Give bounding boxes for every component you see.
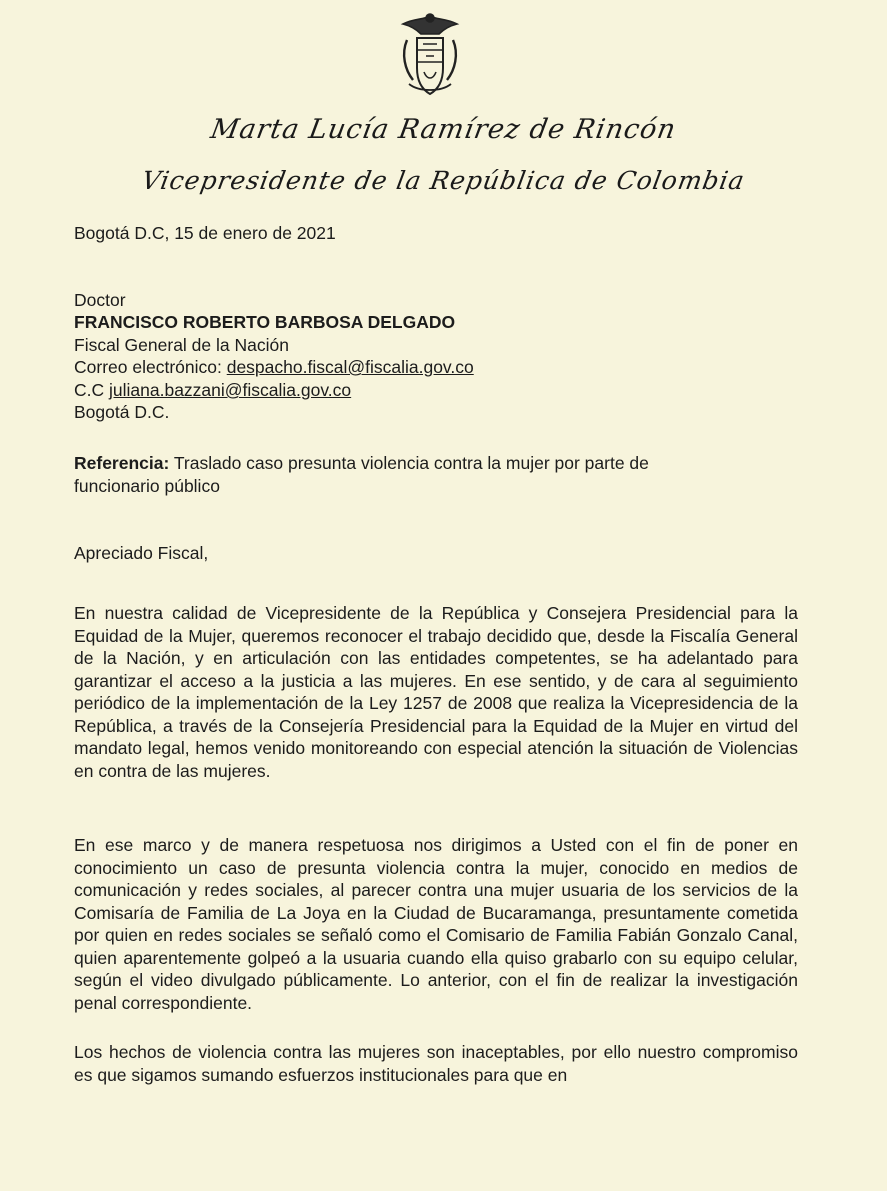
reference-line bbox=[74, 452, 649, 474]
cc-line bbox=[74, 379, 351, 401]
body-paragraph-3: Los hechos de violencia contra las mujeres son inaceptables, por ello nuestro compromiso es que sigamos sumando esfuerzos institucionales para que en bbox=[74, 1042, 798, 1085]
email-label: Correo electrónico: bbox=[74, 357, 227, 377]
coat-of-arms-icon bbox=[393, 10, 467, 102]
recipient-name: FRANCISCO ROBERTO BARBOSA DELGADO bbox=[74, 312, 456, 332]
letterhead-name: Marta Lucía Ramírez de Rincón bbox=[208, 114, 679, 145]
reference-text-continued: funcionario público bbox=[74, 476, 220, 496]
email-link[interactable]: despacho.fiscal@fiscalia.gov.co bbox=[226, 357, 474, 377]
recipient-position: Fiscal General de la Nación bbox=[74, 335, 289, 355]
cc-email-link[interactable]: juliana.bazzani@fiscalia.gov.co bbox=[109, 380, 352, 400]
reference-text: Traslado caso presunta violencia contra la mujer por parte de bbox=[169, 453, 649, 473]
greeting: Apreciado Fiscal, bbox=[74, 543, 209, 563]
recipient-city: Bogotá D.C. bbox=[74, 402, 170, 422]
letterhead-title: Vicepresidente de la República de Colombia bbox=[139, 166, 748, 195]
body-paragraph-2: En ese marco y de manera respetuosa nos dirigimos a Usted con el fin de poner en conocimiento un caso de presunta violencia contra la mujer, conocido en medios de comunicación y redes sociales, al parecer contra una mujer usuaria de los servicios de la Comisaría de Familia de La Joya en la Ciudad de Bucaramanga, presuntamente cometida por quien en redes sociales se señaló como el Comisario de Familia Fabián Gonzalo Canal, quien aparentemente golpeó a la usuaria cuando ella quiso grabarlo con su equipo celular, según el video divulgado públicamente. Lo anterior, con el fin de realizar la investigación penal correspondiente. bbox=[74, 835, 798, 1013]
cc-label: C.C bbox=[74, 380, 109, 400]
reference-label: Referencia: bbox=[74, 453, 170, 473]
recipient-title: Doctor bbox=[74, 290, 126, 310]
body-paragraph-1: En nuestra calidad de Vicepresidente de la República y Consejera Presidencial para la Equidad de la Mujer, queremos reconocer el trabajo decidido que, desde la Fiscalía General de la Nación, y en articulación con las entidades competentes, se ha adelantado para garantizar el acceso a la justicia a las mujeres. En ese sentido, y de cara al seguimiento periódico de la implementación de la Ley 1257 de 2008 que realiza la Vicepresidencia de la República, a través de la Consejería Presidencial para la Equidad de la Mujer en virtud del mandato legal, hemos venido monitoreando con especial atención la situación de Violencias en contra de las mujeres. bbox=[74, 603, 798, 781]
recipient-email-line bbox=[74, 356, 474, 378]
date-line: Bogotá D.C, 15 de enero de 2021 bbox=[74, 223, 336, 243]
